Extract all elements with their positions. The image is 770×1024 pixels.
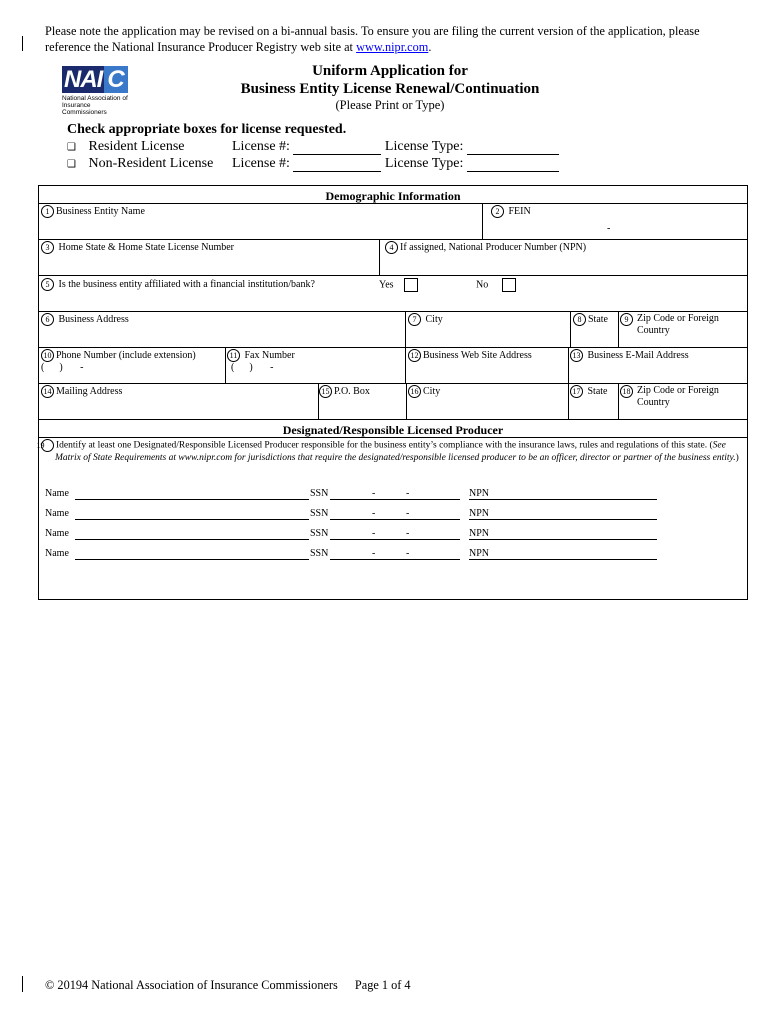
- field-number-2: 2: [491, 205, 504, 218]
- fein-dash: -: [607, 223, 611, 234]
- naic-logo: [62, 66, 132, 116]
- home-state-license-field[interactable]: [41, 241, 376, 275]
- business-entity-name-label: Business Entity Name: [56, 205, 145, 217]
- ssn-dash-1: -: [372, 488, 376, 499]
- business-city-label: City: [425, 313, 443, 325]
- producer-name-input[interactable]: [75, 499, 309, 500]
- fax-number-label: Fax Number: [244, 349, 295, 361]
- logo-line-1: National Association of: [62, 95, 128, 102]
- producer-heading: Designated/Responsible Licensed Producer: [282, 423, 504, 437]
- fax-number-field[interactable]: [227, 349, 403, 383]
- revision-bar-top: [22, 36, 23, 51]
- phone-format: ( ) -: [41, 362, 84, 373]
- resident-license-row: [67, 139, 559, 155]
- field-number-15: 15: [319, 385, 332, 398]
- nonresident-license-number-label: License #:: [232, 156, 290, 171]
- field-number-5: 5: [41, 278, 54, 291]
- producer-ssn-label: SSN: [310, 528, 329, 539]
- email-label: Business E-Mail Address: [587, 349, 689, 361]
- business-city-field[interactable]: [408, 313, 568, 347]
- resident-license-label: Resident License: [88, 139, 185, 154]
- resident-license-type-field[interactable]: [467, 140, 559, 155]
- po-box-field[interactable]: [319, 385, 404, 419]
- producer-npn-input[interactable]: [469, 499, 657, 500]
- producer-row: [39, 486, 747, 502]
- nonresident-license-row: [67, 156, 559, 172]
- field-number-7: 7: [408, 313, 421, 326]
- nonresident-license-type-label: License Type:: [384, 156, 464, 171]
- yes-checkbox[interactable]: [404, 278, 418, 292]
- resident-license-type-label: License Type:: [384, 139, 464, 154]
- nonresident-license-checkbox[interactable]: ❑: [67, 159, 76, 170]
- nonresident-license-label: Non-Resident License: [88, 156, 214, 171]
- business-zip-field[interactable]: [620, 313, 744, 347]
- license-request-heading: Check appropriate boxes for license requested.: [67, 122, 347, 137]
- ssn-dash-2: -: [406, 548, 410, 559]
- fein-label: FEIN: [508, 205, 531, 217]
- producer-ssn-input[interactable]: [330, 539, 460, 540]
- financial-institution-question: [41, 278, 741, 308]
- field-number-3: 3: [41, 241, 54, 254]
- producer-name-input[interactable]: [75, 519, 309, 520]
- mailing-address-label: Mailing Address: [56, 385, 123, 397]
- mailing-city-label: City: [423, 385, 441, 397]
- logo-subtitle: [62, 95, 132, 116]
- producer-name-label: Name: [45, 488, 69, 499]
- ssn-dash-1: -: [372, 548, 376, 559]
- notice-text: Please note the application may be revised on a bi-annual basis. To ensure you are filing the current version of the application, please reference the National Insurance Producer Registry web site at: [45, 24, 700, 54]
- producer-npn-label: NPN: [469, 528, 490, 539]
- producer-name-input[interactable]: [75, 559, 309, 560]
- field-number-8: 8: [573, 313, 586, 326]
- business-state-field[interactable]: [573, 313, 618, 347]
- field-number-12: 12: [408, 349, 421, 362]
- email-field[interactable]: [570, 349, 744, 383]
- field-number-1: 1: [41, 205, 54, 218]
- npn-field[interactable]: [385, 241, 740, 275]
- logo-letter-c: C: [104, 66, 127, 93]
- revision-bar-bottom: [22, 976, 23, 992]
- ssn-dash-2: -: [406, 488, 410, 499]
- producer-ssn-label: SSN: [310, 548, 329, 559]
- field-number-11: 11: [227, 349, 240, 362]
- field-number-14: 14: [41, 385, 54, 398]
- resident-license-checkbox[interactable]: ❑: [67, 142, 76, 153]
- field-number-19: 19: [41, 439, 54, 452]
- producer-ssn-label: SSN: [310, 488, 329, 499]
- producer-npn-input[interactable]: [469, 559, 657, 560]
- producer-row: [39, 506, 747, 522]
- yes-option[interactable]: [379, 278, 418, 292]
- notice-end: .: [428, 40, 432, 54]
- no-checkbox[interactable]: [502, 278, 516, 292]
- producer-instructions: [36, 439, 743, 464]
- website-label: Business Web Site Address: [423, 349, 532, 361]
- producer-name-label: Name: [45, 528, 69, 539]
- producer-npn-input[interactable]: [469, 519, 657, 520]
- mailing-zip-field[interactable]: [620, 385, 744, 419]
- business-zip-label: Zip Code or Foreign Country: [637, 313, 719, 336]
- fax-format: ( ) -: [231, 362, 274, 373]
- producer-name-label: Name: [45, 548, 69, 559]
- financial-institution-label: Is the business entity affiliated with a financial institution/bank?: [58, 278, 315, 290]
- logo-line-2: Insurance Commissioners: [62, 102, 107, 116]
- resident-license-number-field[interactable]: [293, 140, 381, 155]
- ssn-dash-1: -: [372, 508, 376, 519]
- producer-ssn-input[interactable]: [330, 559, 460, 560]
- producer-ssn-label: SSN: [310, 508, 329, 519]
- yes-label: Yes: [379, 279, 394, 291]
- field-number-17: 17: [570, 385, 583, 398]
- business-address-label: Business Address: [58, 313, 129, 325]
- resident-license-number-label: License #:: [232, 139, 290, 154]
- form-title-line-3: (Please Print or Type): [335, 98, 445, 112]
- producer-npn-label: NPN: [469, 508, 490, 519]
- phone-number-field[interactable]: [41, 349, 221, 383]
- ssn-dash-2: -: [406, 528, 410, 539]
- producer-row: [39, 546, 747, 562]
- field-number-4: 4: [385, 241, 398, 254]
- npn-label: If assigned, National Producer Number (NPN): [400, 241, 587, 253]
- copyright: © 20194 National Association of Insurance Commissioners: [45, 978, 338, 992]
- field-number-16: 16: [408, 385, 421, 398]
- producer-instructions-italic: See Matrix of State Requirements at www.nipr.com for jurisdictions that require the designated/responsible licensed producer to be an officer, director or partner of the business entity.: [55, 440, 736, 463]
- field-number-9: 9: [620, 313, 633, 326]
- nipr-link[interactable]: www.nipr.com: [356, 40, 429, 54]
- demographic-heading: Demographic Information: [325, 189, 461, 203]
- nonresident-license-type-field[interactable]: [467, 157, 559, 172]
- business-address-field[interactable]: [41, 313, 401, 347]
- producer-name-input[interactable]: [75, 539, 309, 540]
- mailing-state-field[interactable]: [570, 385, 618, 419]
- field-number-10: 10: [41, 349, 54, 362]
- form-title-line-2: Business Entity License Renewal/Continuation: [240, 81, 540, 97]
- producer-row: [39, 526, 747, 542]
- phone-number-label: Phone Number (include extension): [56, 349, 196, 361]
- field-number-13: 13: [570, 349, 583, 362]
- nonresident-license-number-field[interactable]: [293, 157, 381, 172]
- ssn-dash-2: -: [406, 508, 410, 519]
- home-state-license-label: Home State & Home State License Number: [58, 241, 235, 253]
- po-box-label: P.O. Box: [334, 385, 370, 397]
- application-form: [38, 185, 748, 600]
- producer-ssn-input[interactable]: [330, 499, 460, 500]
- mailing-address-field[interactable]: [41, 385, 311, 419]
- mailing-city-field[interactable]: [408, 385, 568, 419]
- website-field[interactable]: [408, 349, 568, 383]
- ssn-dash-1: -: [372, 528, 376, 539]
- field-number-18: 18: [620, 385, 633, 398]
- business-state-label: State: [588, 313, 608, 325]
- form-title-line-1: Uniform Application for: [312, 63, 468, 79]
- no-option[interactable]: [476, 278, 516, 292]
- field-number-6: 6: [41, 313, 54, 326]
- business-entity-name-field[interactable]: [41, 205, 481, 239]
- mailing-state-label: State: [587, 385, 608, 397]
- producer-npn-label: NPN: [469, 548, 490, 559]
- fein-field[interactable]: [491, 205, 741, 239]
- page-footer: [45, 978, 411, 993]
- revision-notice: [45, 23, 745, 55]
- page-number: Page 1 of 4: [354, 978, 411, 992]
- no-label: No: [476, 279, 489, 291]
- producer-name-label: Name: [45, 508, 69, 519]
- mailing-zip-label: Zip Code or Foreign Country: [637, 385, 719, 408]
- producer-npn-label: NPN: [469, 488, 490, 499]
- producer-instructions-text: Identify at least one Designated/Responsible Licensed Producer responsible for the business entity’s compliance with the insurance laws, rules and regulations of this state. (: [56, 440, 713, 451]
- producer-instructions-end: ): [735, 453, 739, 463]
- producer-npn-input[interactable]: [469, 539, 657, 540]
- logo-letters: NAI: [64, 66, 103, 93]
- producer-ssn-input[interactable]: [330, 519, 460, 520]
